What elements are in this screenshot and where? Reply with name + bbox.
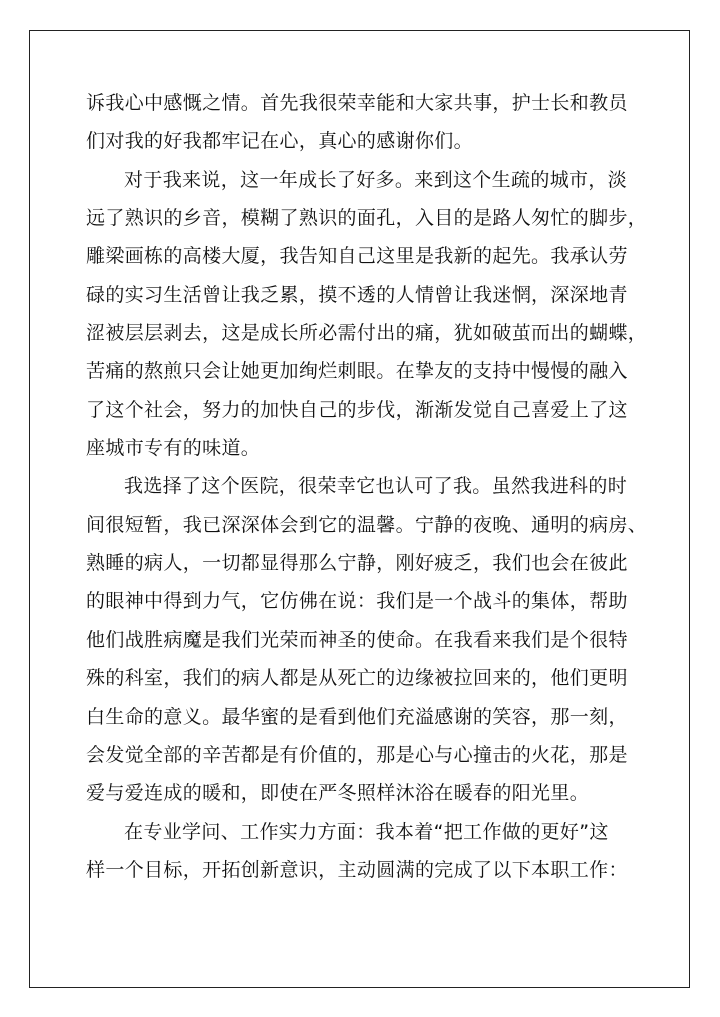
text-line: 会发觉全部的辛苦都是有价值的，那是心与心撞击的火花，那是 — [86, 743, 628, 766]
document-body — [86, 84, 646, 889]
text-line: 间很短暂，我已深深体会到它的温馨。宁静的夜晚、通明的病房、 — [86, 513, 648, 536]
text-line: 涩被层层剥去，这是成长所必需付出的痛，犹如破茧而出的蝴蝶， — [86, 322, 648, 345]
text-line: 们对我的好我都牢记在心，真心的感谢你们。 — [86, 130, 474, 153]
text-line: 我选择了这个医院，很荣幸它也认可了我。虽然我进科的时 — [124, 475, 628, 498]
text-line: 爱与爱连成的暖和，即使在严冬照样沐浴在暖春的阳光里。 — [86, 782, 590, 805]
text-line: 座城市专有的味道。 — [86, 437, 261, 460]
text-line: 熟睡的病人，一切都显得那么宁静，刚好疲乏，我们也会在彼此 — [86, 552, 628, 575]
text-line: 在专业学问、工作实力方面：我本着“把工作做的更好”这 — [124, 820, 609, 843]
text-line: 的眼神中得到力气，它仿佛在说：我们是一个战斗的集体，帮助 — [86, 590, 628, 613]
text-line: 雕梁画栋的高楼大厦，我告知自己这里是我新的起先。我承认劳 — [86, 245, 628, 268]
text-line: 诉我心中感慨之情。首先我很荣幸能和大家共事，护士长和教员 — [86, 92, 628, 114]
text-line: 了这个社会，努力的加快自己的步伐，渐渐发觉自己喜爱上了这 — [86, 398, 628, 421]
text-line: 碌的实习生活曾让我乏累，摸不透的人情曾让我迷惘，深深地青 — [86, 283, 628, 306]
text-line: 对于我来说，这一年成长了好多。来到这个生疏的城市，淡 — [124, 168, 628, 191]
text-line: 他们战胜病魔是我们光荣而神圣的使命。在我看来我们是个很特 — [86, 628, 628, 651]
text-line: 苦痛的熬煎只会让她更加绚烂刺眼。在挚友的支持中慢慢的融入 — [86, 360, 628, 383]
text-line: 远了熟识的乡音，模糊了熟识的面孔，入目的是路人匆忙的脚步， — [86, 207, 648, 230]
text-line: 样一个目标，开拓创新意识，主动圆满的完成了以下本职工作： — [86, 858, 628, 881]
text-line: 白生命的意义。最华蜜的是看到他们充溢感谢的笑容，那一刻， — [86, 705, 628, 728]
text-line: 殊的科室，我们的病人都是从死亡的边缘被拉回来的，他们更明 — [86, 667, 628, 690]
